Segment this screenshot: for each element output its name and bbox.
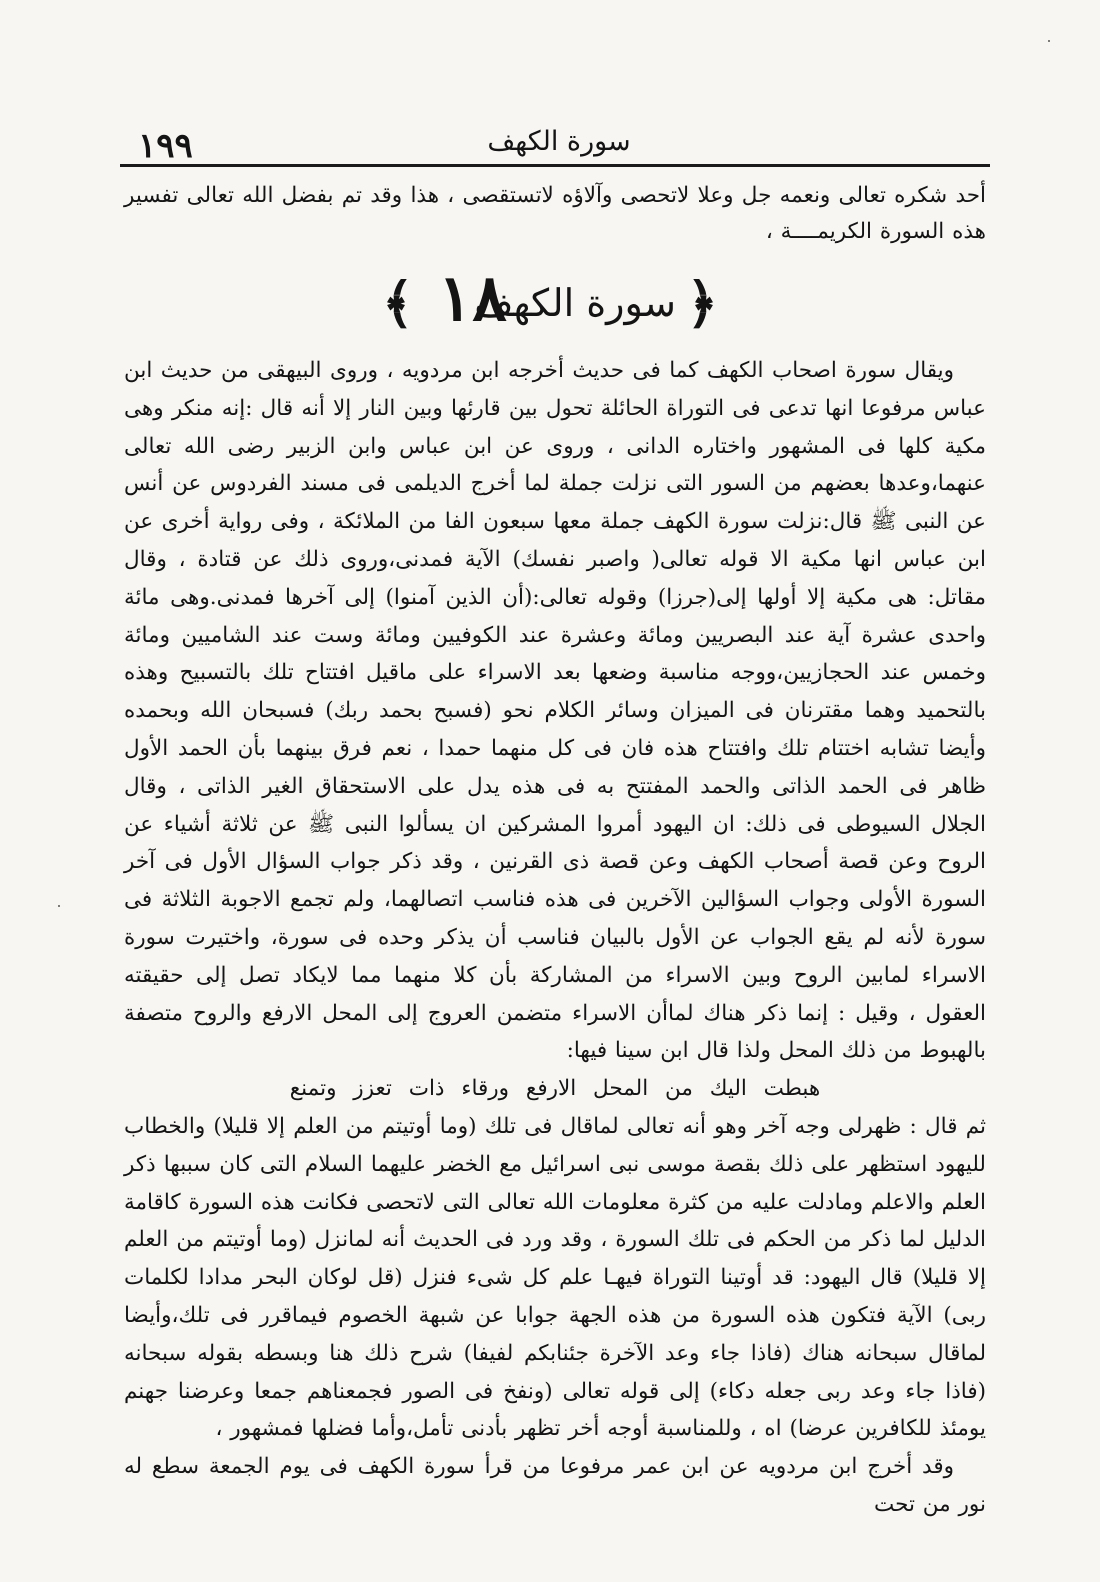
body-paragraph-3: وقد أخرج ابن مردويه عن ابن عمر مرفوعا من قرأ سورة الكهف فى يوم الجمعة سطع له نور من تحت	[124, 1454, 986, 1517]
body-text	[124, 352, 986, 1524]
running-title: سورة الكهف	[487, 126, 631, 157]
surah-name: سورة الكهف	[474, 281, 676, 325]
body-paragraph-1: ويقال سورة اصحاب الكهف كما فى حديث أخرجه ابن مردويه ، وروى البيهقى من حديث ابن عباس مرفوعا انها تدعى فى التوراة الحائلة تحول بين قارئها وبين النار إلا أنه قال :إنه منكر وهى مكية كلها فى المشهور واختاره الدانى ، وروى عن ابن عباس وابن الزبير رضى الله تعالى عنهما،وعدها بعضهم من السور التى نزلت جملة لما أخرج الديلمى فى مسند الفردوس عن أنس عن النبى ﷺ قال:نزلت سورة الكهف جملة معها سبعون الفا من الملائكة ، وفى رواية أخرى عن ابن عباس انها مكية الا قوله تعالى( واصبر نفسك) الآية فمدنى،وروى ذلك عن قتادة ، وقال مقاتل: هى مكية إلا أولها إلى(جرزا) وقوله تعالى:(أن الذين آمنوا) إلى آخرها فمدنى.وهى مائة واحدى عشرة آية عند البصريين ومائة وعشرة عند الكوفيين ومائة وست عند الشاميين ومائة وخمس عند الحجازيين،ووجه مناسبة وضعها بعد الاسراء على ماقيل افتتاح تلك بالتسبيح وهذه بالتحميد وهما مقترنان فى الميزان وسائر الكلام نحو (فسبح بحمد ربك) فسبحان الله وبحمده وأيضا تشابه اختتام تلك وافتتاح هذه فان فى كل منهما حمدا ، نعم فرق بينهما بأن الحمد الأول ظاهر فى الحمد الذاتى والحمد المفتتح به فى هذه يدل على الاستحقاق الغير الذاتى ، وقال الجلال السيوطى فى ذلك: ان اليهود أمروا المشركين ان يسألوا النبى ﷺ عن ثلاثة أشياء عن الروح وعن قصة أصحاب الكهف وعن قصة ذى القرنين ، وقد ذكر جواب السؤال الأول فى آخر السورة الأولى وجواب السؤالين الآخرين فى هذه فناسب اتصالهما، ولم تجمع الاجوبة الثلاثة فى سورة لأنه لم يقع الجواب عن الأول بالبيان فناسب أن يذكر وحده فى سورة، واختيرت سورة الاسراء لمابين الروح وبين الاسراء من المشاركة بأن كلا منهما مما لايكاد تصل إلى حقيقته العقول ، وقيل : إنما ذكر هناك لماأن الاسراء متضمن العروج إلى المحل الارفع والروح متصفة بالهبوط من ذلك المحل ولذا قال ابن سينا فيها:	[124, 358, 986, 1064]
scan-speck	[58, 905, 60, 907]
intro-paragraph: أحد شكره تعالى ونعمه جل وعلا لاتحصى وآلاؤه لاتستقصى ، هذا وقد تم بفضل الله تعالى تفسير هذه السورة الكريمــــة ،	[124, 183, 986, 244]
page-header	[130, 122, 988, 168]
header-rule	[120, 164, 990, 167]
scan-speck	[1048, 40, 1050, 42]
body-paragraph-2: ثم قال : ظهرلى وجه آخر وهو أنه تعالى لماقال فى تلك (وما أوتيتم من العلم إلا قليلا) والخطاب لليهود استظهر على ذلك بقصة موسى نبى اسرائيل مع الخضر عليهما السلام التى كان سببها ذكر العلم والاعلم ومادلت عليه من كثرة معلومات الله تعالى التى لاتحصى فكانت هذه السورة كاقامة الدليل لما ذكر من الحكم فى تلك السورة ، وقد ورد فى الحديث أنه لمانزل (وما أوتيتم من العلم إلا قليلا) قال اليهود: قد أوتينا التوراة فيهـا علم كل شىء فنزل (قل لوكان البحر مدادا لكلمات ربى) الآية فتكون هذه السورة من هذه الجهة جوابا عن شبهة الخصوم فيماقرر فى تلك،وأيضا لماقال سبحانه هناك (فاذا جاء وعد الآخرة جئنابكم لفيفا) شرح ذلك هنا وبسطه بقوله سبحانه (فاذا جاء وعد ربى جعله دكاء) إلى قوله تعالى (ونفخ فى الصور فجمعناهم جمعا وعرضنا جهنم يومئذ للكافرين عرضا) اه ، وللمناسبة أوجه أخر تظهر بأدنى تأمل،وأما فضلها فمشهور ،	[124, 1113, 986, 1442]
heading-bracket-close: ﴾	[382, 271, 414, 335]
surah-number: ١٨	[438, 261, 507, 336]
poetry-verse: هبطت اليك من المحل الارفع ورقاء ذات تعزز وتمنع	[289, 1076, 821, 1102]
page-number: ١٩٩	[138, 126, 193, 166]
heading-bracket-open: ﴿	[686, 271, 718, 335]
surah-heading	[380, 261, 720, 340]
